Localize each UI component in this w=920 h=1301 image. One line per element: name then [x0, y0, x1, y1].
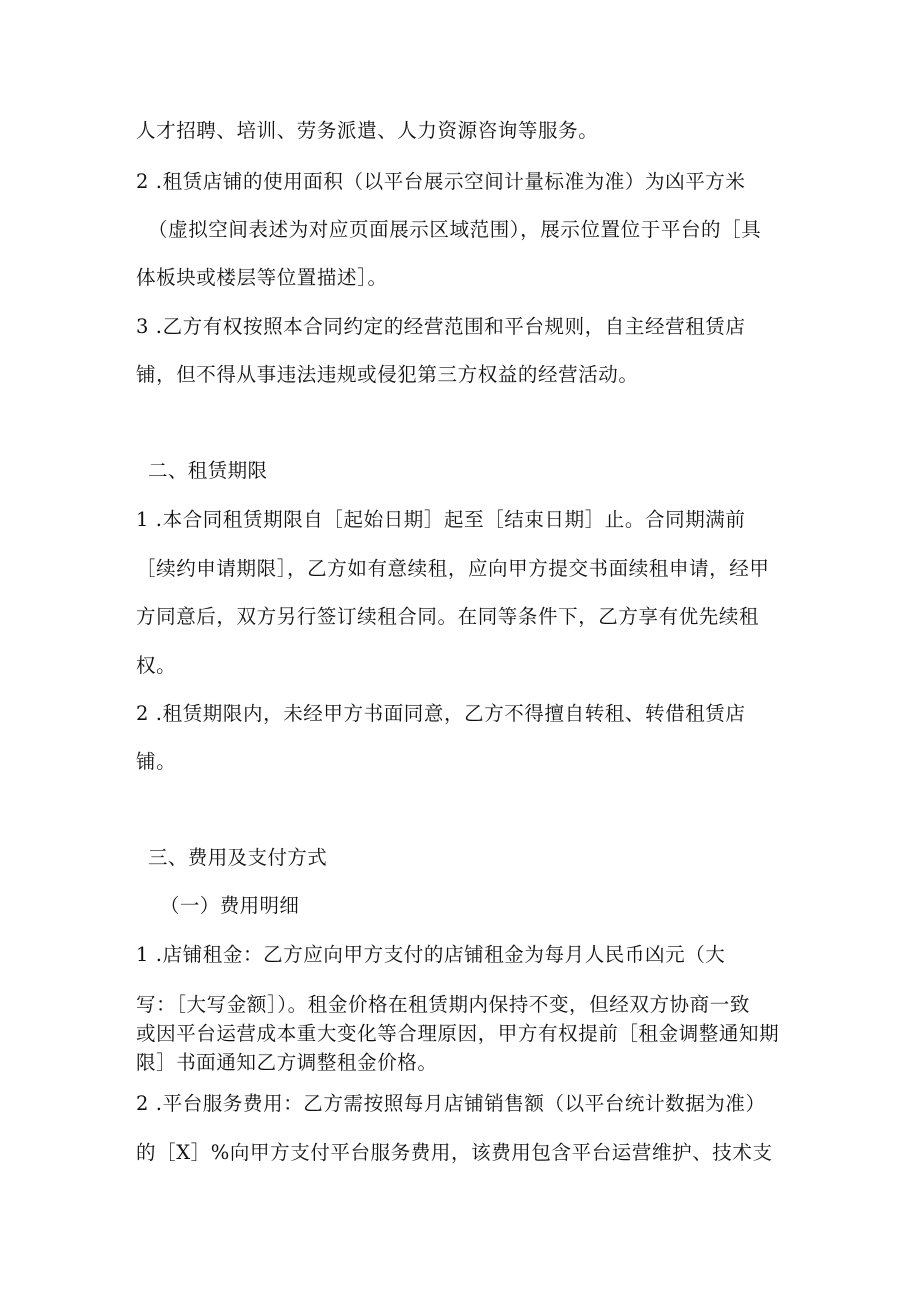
- subsection-heading-fee-details: （一）费用明细: [160, 894, 300, 917]
- text-line-4: 体板块或楼层等位置描述］。: [136, 266, 388, 289]
- text-line-6: 铺，但不得从事违法违规或侵犯第三方权益的经营活动。: [136, 363, 639, 386]
- text-line-5: 3 .乙方有权按照本合同约定的经营范围和平台规则，自主经营租赁店: [136, 315, 746, 338]
- text-line-20: 2 .平台服务费用：乙方需按照每月店铺销售额（以平台统计数据为准）: [136, 1092, 766, 1115]
- text-line-10: 方同意后，双方另行签订续租合同。在同等条件下，乙方享有优先续租: [136, 605, 760, 628]
- text-line-1: 人才招聘、培训、劳务派遣、人力资源咨询等服务。: [136, 119, 599, 142]
- text-line-3: （虚拟空间表述为对应页面展示区域范围），展示位置位于平台的［具: [148, 218, 762, 241]
- text-line-17: 写：［大写金额］）。租金价格在租赁期内保持不变，但经双方协商一致: [136, 993, 750, 1016]
- text-line-13: 铺。: [136, 750, 177, 773]
- text-line-21: 的［X］%向甲方支付平台服务费用，该费用包含平台运营维护、技术支: [136, 1141, 773, 1164]
- section-heading-fees: 三、费用及支付方式: [148, 846, 328, 869]
- text-line-12: 2 .租赁期限内，未经甲方书面同意，乙方不得擅自转租、转借租赁店: [136, 702, 746, 725]
- text-line-2: 2 .租赁店铺的使用面积（以平台展示空间计量标准为准）为凶平方米: [136, 170, 746, 193]
- text-line-9: ［续约申请期限］，乙方如有意续租，应向甲方提交书面续租申请，经甲: [136, 557, 770, 580]
- text-line-16: 1 .店铺租金：乙方应向甲方支付的店铺租金为每月人民币凶元（大: [136, 943, 726, 966]
- text-line-11: 权。: [136, 654, 177, 677]
- text-line-19: 限］书面通知乙方调整租金价格。: [136, 1051, 438, 1074]
- text-line-18: 或因平台运营成本重大变化等合理原因，甲方有权提前［租金调整通知期: [136, 1022, 780, 1045]
- text-line-8: 1 .本合同租赁期限自［起始日期］起至［结束日期］止。合同期满前: [136, 508, 746, 531]
- section-heading-lease-term: 二、租赁期限: [148, 459, 268, 482]
